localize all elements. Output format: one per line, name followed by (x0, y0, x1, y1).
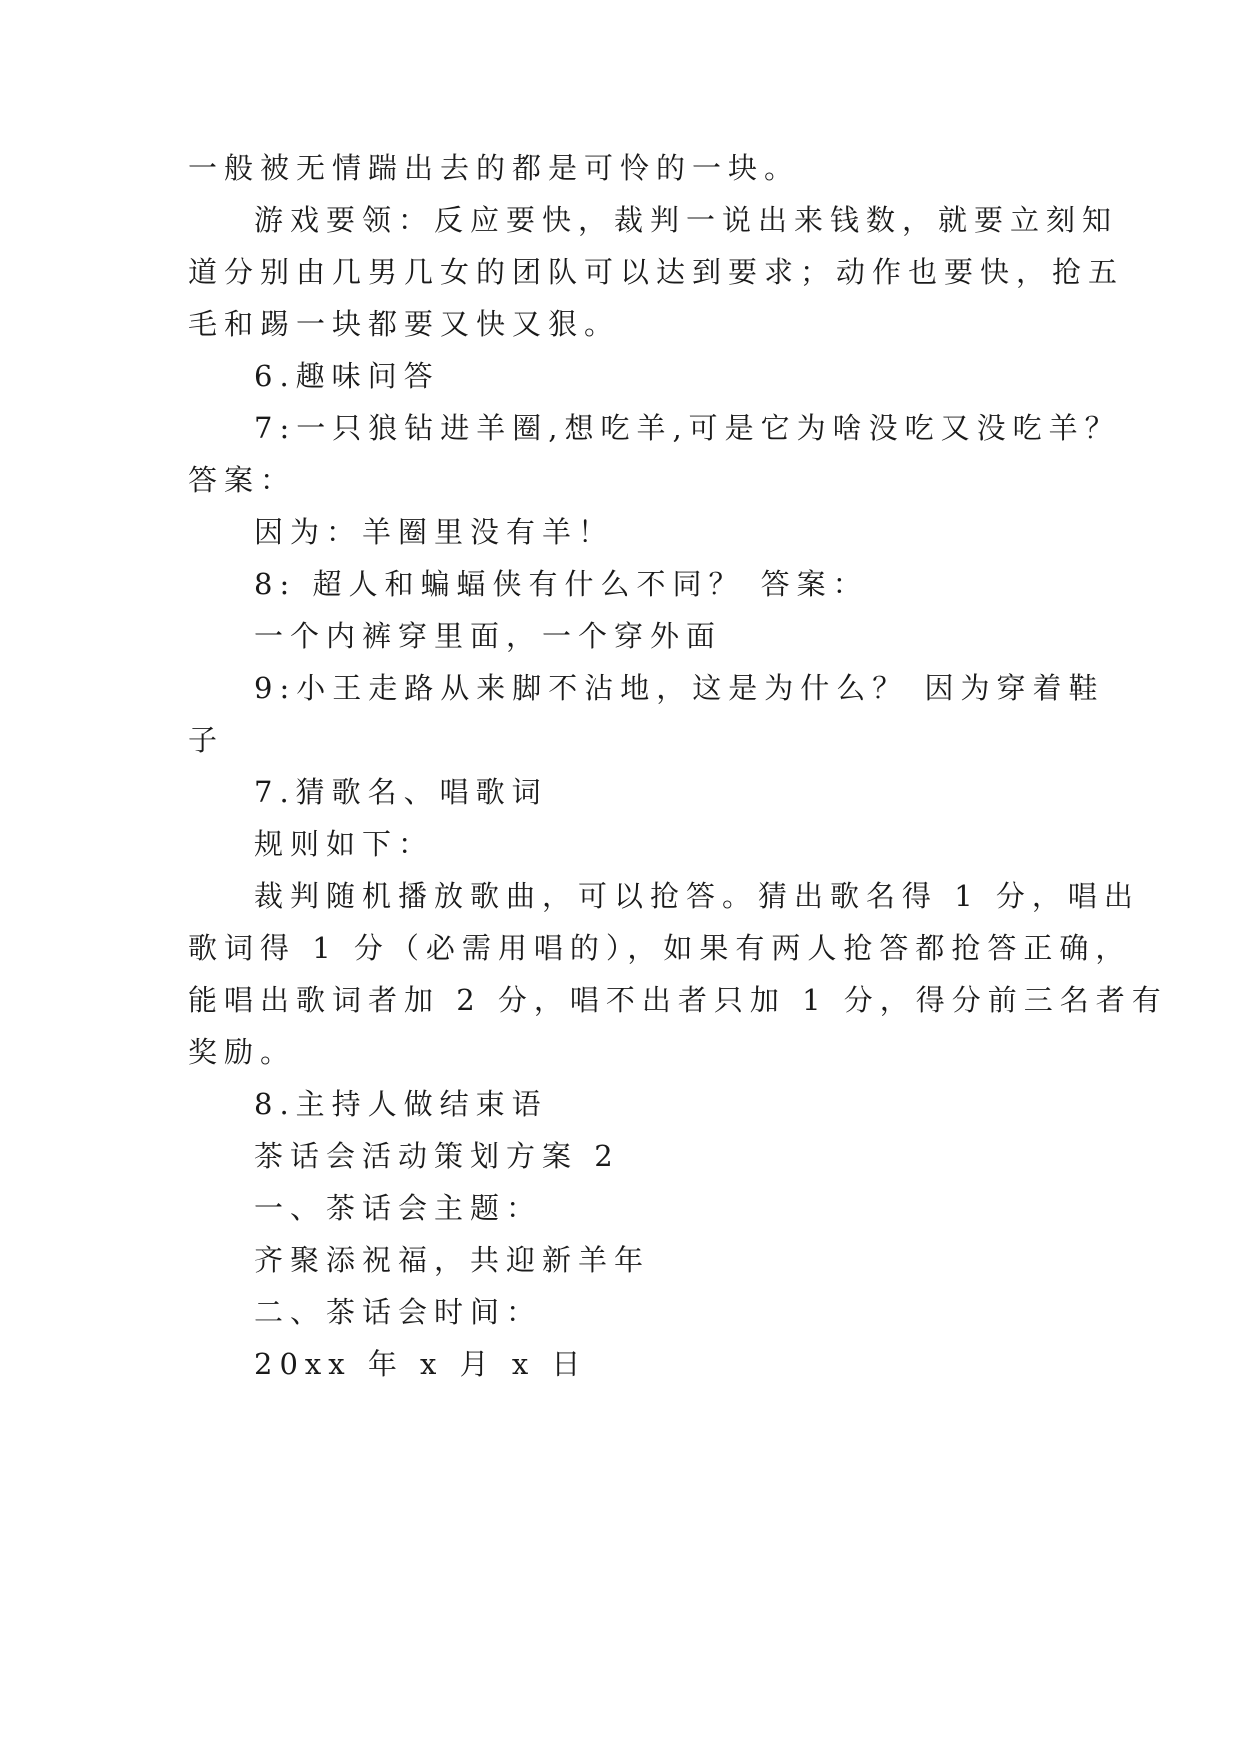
section-heading: 7.猜歌名、唱歌词 (254, 775, 548, 809)
paragraph-line: 歌词得 1 分（必需用唱的），如果有两人抢答都抢答正确， (188, 931, 1132, 965)
paragraph-line: 能唱出歌词者加 2 分，唱不出者只加 1 分，得分前三名者有 (188, 983, 1168, 1017)
date-line: 20xx 年 x 月 x 日 (254, 1347, 588, 1381)
answer-label: 答案： (188, 463, 297, 497)
answer-line: 一个内裤穿里面，一个穿外面 (254, 619, 723, 653)
section-heading: 8.主持人做结束语 (254, 1087, 548, 1121)
paragraph-line: 裁判随机播放歌曲，可以抢答。猜出歌名得 1 分，唱出 (254, 879, 1140, 913)
paragraph-line: 道分别由几男几女的团队可以达到要求；动作也要快，抢五 (188, 255, 1125, 289)
section-heading: 一、茶话会主题： (254, 1191, 543, 1225)
question-line: 9:小王走路从来脚不沾地，这是为什么？ 因为穿着鞋 (254, 671, 1105, 705)
paragraph-line: 毛和踢一块都要又快又狠。 (188, 307, 621, 341)
question-line-continued: 子 (188, 723, 225, 757)
document-title: 茶话会活动策划方案 2 (254, 1139, 620, 1173)
rules-label: 规则如下： (254, 827, 435, 861)
paragraph-line: 奖励。 (188, 1035, 297, 1069)
section-heading: 二、茶话会时间： (254, 1295, 543, 1329)
answer-line: 因为：羊圈里没有羊！ (254, 515, 615, 549)
paragraph-line: 一般被无情踹出去的都是可怜的一块。 (188, 151, 801, 185)
paragraph-line: 齐聚添祝福，共迎新羊年 (254, 1243, 651, 1277)
question-line: 8: 超人和蝙蝠侠有什么不同？ 答案： (254, 567, 869, 601)
section-heading: 6.趣味问答 (254, 359, 440, 393)
paragraph-line: 游戏要领：反应要快，裁判一说出来钱数，就要立刻知 (254, 203, 1119, 237)
question-line: 7:一只狼钻进羊圈,想吃羊,可是它为啥没吃又没吃羊？ (254, 411, 1121, 445)
